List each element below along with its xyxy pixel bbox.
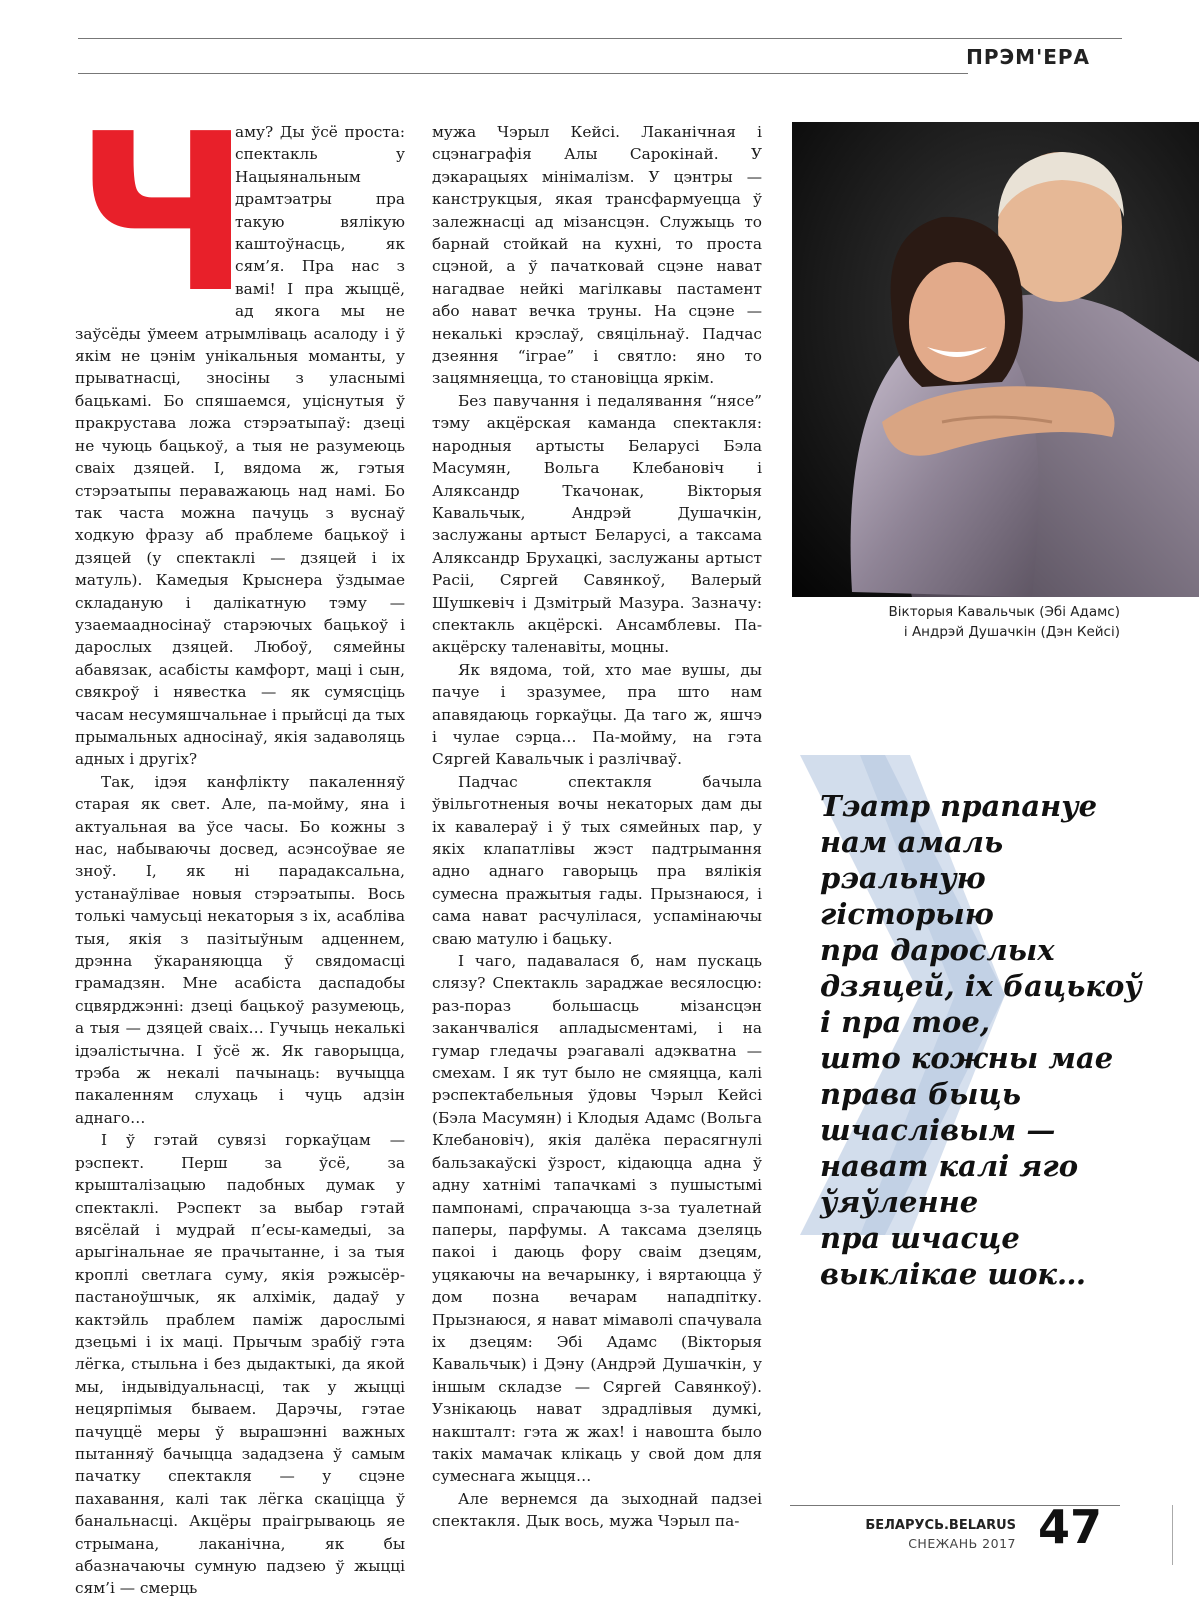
quote-line: нават калі яго bbox=[820, 1149, 1079, 1183]
photo-caption bbox=[800, 602, 1120, 642]
drop-cap-glyph bbox=[73, 121, 231, 301]
pull-quote bbox=[820, 788, 1200, 1292]
quote-line: гісторыю bbox=[820, 897, 994, 931]
text-column-2 bbox=[432, 121, 762, 1533]
margin-line bbox=[1172, 1505, 1173, 1565]
paragraph: Без павучання і педалявання “нясе” тэму акцёрская каманда спектакля: народныя артысты Беларусі Бэла Масумян, Вольга Клебановіч і Аляксандр Ткачонак, Вікторыя Кавальчык, Андрэй Душачкін, заслужаны артыст Беларусі, а таксама Аляксандр Брухацкі, заслужаны артыст Расіі, Сяргей Савянкоў, Валерый Шушкевіч і Дзмітрый Мазура. Зазначу: спектакль акцёрскі. Ансамблевы. Па-акцёрску таленавіты, моцны. bbox=[432, 391, 762, 657]
quote-line: шчаслівым — bbox=[820, 1113, 1056, 1147]
quote-line: што кожны мае bbox=[820, 1041, 1114, 1075]
quote-line: нам амаль bbox=[820, 825, 1004, 859]
quote-line: права быць bbox=[820, 1077, 1021, 1111]
drop-cap bbox=[73, 121, 231, 301]
quote-line: выклікае шок… bbox=[820, 1257, 1087, 1291]
paragraph: І чаго, падавалася б, нам пускаць слязу? Спектакль зараджае весялосцю: раз-пораз большасць мізансцэн заканчваліся апладысментамі, і на гумар гледачы рэагавалі адэкватна — смехам. І як тут было не смяяцца, калі рэспектабельныя ўдовы Чэрыл Кейсі (Бэла Масумян) і Клодыя Адамс (Вольга Клебановіч), якія далёка перасягнулі бальзакаўскі ўзрост, кідаюцца адна ў адну хатнімі тапачкамі з пушыстымі пампонамі, спрачаюцца з-за туалетнай паперы, парфумы. А таксама дзеляць пакоі і даюць фору сваім дзецям, уцякаючы на вечарынку, і вяртаюцца ў дом позна вечарам нападпітку. Прызнаюся, я нават мімаволі спачувала іх дзецям: Эбі Адамс (Вікторыя Кавальчык) і Дэну (Андрэй Душачкін, у іншым складзе — Сяргей Савянкоў). Узнікаюць нават здрадлівыя думкі, накшталт: гэта ж жах! і навошта было такіх мамачак клікаць у свой дом для сумеснага жыцця… bbox=[432, 952, 762, 1486]
top-rule bbox=[78, 38, 1122, 39]
quote-line: пра шчасце bbox=[820, 1221, 1020, 1255]
photo-image bbox=[792, 122, 1199, 597]
paragraph-text: аму? Ды ўсё проста: спектакль у Нацыянальным драмтэатры пра такую вялікую каштоўнасць, як сям’я. Пра нас з вамі! І пра жыццё, ад якога мы не заўсёды ўмеем атрымліваць асалоду і ў якім не цэнім унікальныя моманты, у прыватнасці, зносіны з уласнымі бацькамі. Бо спяшаемся, уціснутыя ў пракрустава ложа стэрэатыпаў: дзеці не чуюць бацькоў, а тыя не разумеюць сваіх дзяцей. І, вядома ж, гэтыя стэрэатыпы пераважаюць над намі. Бо так часта можна пачуць з вуснаў ходкую фразу аб праблеме бацькоў і дзяцей (у спектаклі — дзяцей і іх матуль). Камедыя Крыснера ўздымае складаную і далікатную тэму — узаемаадносінаў старэючых бацькоў і дарослых дзяцей. Любоў, сямейны абавязак, асабісты камфорт, маці і сын, свякроў і нявестка — як сумясціць часам несумяшчальнае і прыйсці да тых прымальных адносінаў, якія задаволяць адных і другіх? bbox=[75, 123, 405, 769]
section-title: ПРЭМ'ЕРА bbox=[966, 45, 1090, 69]
quote-line: ўяўленне bbox=[820, 1185, 979, 1219]
text-column-1 bbox=[75, 121, 405, 1600]
quote-line: і пра тое, bbox=[820, 1005, 990, 1039]
quote-line: рэальную bbox=[820, 861, 986, 895]
section-rule bbox=[78, 73, 968, 74]
photo-actors bbox=[792, 122, 1199, 597]
quote-line: Тэатр прапануе bbox=[820, 789, 1098, 823]
paragraph: Так, ідэя канфлікту пакаленняў старая як свет. Але, па-мойму, яна і актуальная ва ўсе часы. Бо кожны з нас, набываючы досвед, асэнсоўвае яе зноў. І, як ні парадаксальна, устанаўлівае новыя стэрэатыпы. Вось толькі чамусьці некаторыя з іх, асабліва тыя, якія з пазітыўным адценнем, дрэнна ўкараняюцца ў свядомасці грамадзян. Мне асабіста даспадобы сцвярджэнні: дзеці бацькоў разумеюць, а тыя — дзяцей сваіх… Гучыць некалькі ідэалістычна. І ўсё ж. Як гаворыцца, трэба ж некалі пачынаць: вучыцца пакаленням слухаць і чуць адзін аднаго… bbox=[75, 772, 405, 1127]
caption-line: і Андрэй Душачкін (Дэн Кейсі) bbox=[903, 624, 1120, 640]
paragraph: Але вернемся да зыходнай падзеі спектакля. Дык вось, мужа Чэрыл па- bbox=[432, 1489, 762, 1531]
paragraph: мужа Чэрыл Кейсі. Лаканічная і сцэнаграфія Алы Сарокінай. У дэкарацыях мінімалізм. У цэнтры — канструкцыя, якая трансфармуецца ў залежнасці ад мізансцэн. Служыць то барнай стойкай на кухні, то проста сцэной, а ў пачатковай сцэне нават нагадвае нейкі магілкавы пастамент або нават вечка труны. На сцэне — некалькі крэслаў, свяцільнаў. Падчас дзеяння “іграе” і святло: яно то зацямняецца, то становіцца яркім. bbox=[432, 123, 762, 388]
issue-date: СНЕЖАНЬ 2017 bbox=[908, 1536, 1016, 1551]
paragraph: Як вядома, той, хто мае вушы, ды пачуе і зразумее, пра што нам апавядаюць горкаўцы. Да таго ж, яшчэ і чулае сэрца… Па-мойму, на гэта Сяргей Кавальчык і разлічваў. bbox=[432, 660, 762, 769]
caption-line: Вікторыя Кавальчык (Эбі Адамс) bbox=[888, 604, 1120, 620]
magazine-name: БЕЛАРУСЬ.BELARUS bbox=[865, 1518, 1016, 1533]
paragraph: І ў гэтай сувязі горкаўцам — рэспект. Перш за ўсё, за крышталізацыю падобных думак у спектаклі. Рэспект за выбар гэтай вясёлай і мудрай п’есы-камедыі, за арыгінальнае яе прачытанне, і за тыя кроплі светлага суму, якія рэжысёр-пастаноўшчык, як алхімік, дадаў у кактэйль праблем паміж дарослымі дзецьмі і іх маці. Прычым зрабіў гэта лёгка, стыльна і без дыдактыкі, да якой мы, індывідуальнасці, так у жыцці нецярпімыя бываем. Дарэчы, гэтае пачуццё меры ў вырашэнні важных пытанняў бачыцца зададзена ў самым пачатку спектакля — у сцэне пахавання, калі так лёгка скаціцца ў банальнасці. Акцёры праігрываюць яе стрымана, лаканічна, як бы абазначаючы сумную падзею ў жыцці сям’і — смерць bbox=[75, 1131, 405, 1598]
svg-text:Ч: Ч bbox=[75, 121, 231, 301]
paragraph: Падчас спектакля бачыла ўвільготненыя вочы некаторых дам ды іх кавалераў і ў тых сямейных пар, у якіх клапатлівы жэст падтрымання адно аднаго гаворыць пра вялікія сумесна пражытыя гады. Прызнаюся, і сама нават расчулілася, успамінаючы сваю матулю і бацьку. bbox=[432, 772, 762, 948]
quote-line: дзяцей, іх бацькоў bbox=[820, 969, 1142, 1003]
quote-line: пра дарослых bbox=[820, 933, 1055, 967]
paragraph bbox=[75, 121, 405, 771]
page-number: 47 bbox=[1038, 1500, 1103, 1554]
